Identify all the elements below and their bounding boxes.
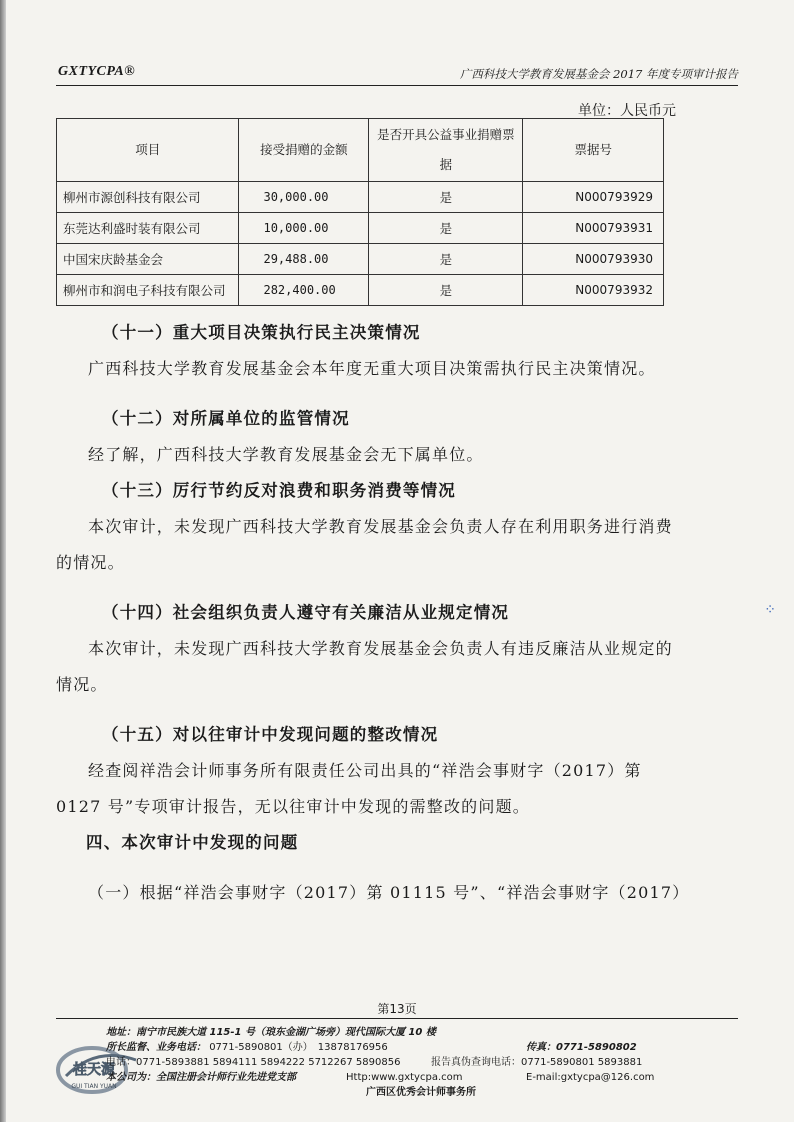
scan-artifact-icon: ⁘ [764, 602, 776, 618]
donor-name: 中国宋庆龄基金会 [57, 244, 239, 275]
receipt-issued: 是 [369, 213, 523, 244]
header-item: 项目 [57, 119, 239, 182]
footer-business-phone-value: 0771-5890801（办） 13878176956 [209, 1042, 388, 1053]
receipt-number: N000793929 [523, 182, 664, 213]
report-body [56, 315, 690, 911]
receipt-number: N000793931 [523, 213, 664, 244]
firm-footer [106, 1025, 686, 1100]
footer-email: E-mail:gxtycpa@126.com [526, 1072, 655, 1083]
donation-table [56, 118, 664, 306]
donor-name: 柳州市和润电子科技有限公司 [57, 275, 239, 306]
footer-web-row [106, 1070, 686, 1085]
footer-phones: 电话：0771-5893881 5894111 5894222 5712267 5890856 [106, 1057, 401, 1068]
donation-amount: 10,000.00 [239, 213, 369, 244]
footer-business-phone [106, 1040, 686, 1055]
scan-edge-shadow [0, 0, 6, 1122]
footer-phones-row [106, 1055, 686, 1070]
receipt-issued: 是 [369, 275, 523, 306]
receipt-issued: 是 [369, 244, 523, 275]
footer-honor-2: 广西区优秀会计师事务所 [366, 1087, 476, 1098]
page-number: 第13页 [377, 1002, 417, 1016]
header-receipt-number: 票据号 [523, 119, 664, 182]
logo-subtext: GUI TIAN YUAN [71, 1083, 117, 1090]
footer-address: 地址：南宁市民族大道 115-1 号（琅东金湖广场旁）现代国际大厦 10 楼 [106, 1027, 436, 1038]
section-11-text: 广西科技大学教育发展基金会本年度无重大项目决策需执行民主决策情况。 [88, 359, 656, 378]
header-receipt-issued: 是否开具公益事业捐赠票据 [369, 119, 523, 182]
table-header-row [57, 119, 664, 182]
table-row [57, 275, 664, 306]
section-15-title: （十五）对以往审计中发现问题的整改情况 [102, 725, 439, 744]
section-13-text: 本次审计，未发现广西科技大学教育发展基金会负责人存在利用职务进行消费的情况。 [56, 517, 673, 572]
header-amount: 接受捐赠的金额 [239, 119, 369, 182]
table-row [57, 213, 664, 244]
donation-amount: 282,400.00 [239, 275, 369, 306]
donation-amount: 29,488.00 [239, 244, 369, 275]
firm-code: GXTYCPA® [58, 64, 136, 79]
section-12-title: （十二）对所属单位的监管情况 [102, 409, 350, 428]
donation-amount: 30,000.00 [239, 182, 369, 213]
receipt-issued: 是 [369, 182, 523, 213]
table-row [57, 244, 664, 275]
footer-business-phone-label: 所长监督、业务电话： [106, 1042, 206, 1053]
footer-divider [56, 1018, 738, 1019]
header-divider [56, 85, 738, 86]
donor-name: 柳州市源创科技有限公司 [57, 182, 239, 213]
table-row [57, 182, 664, 213]
section-12-text: 经了解，广西科技大学教育发展基金会无下属单位。 [88, 445, 484, 464]
donor-name: 东莞达利盛时装有限公司 [57, 213, 239, 244]
report-title-header: 广西科技大学教育发展基金会 2017 年度专项审计报告 [459, 67, 738, 81]
currency-unit: 单位：人民币元 [578, 103, 676, 119]
footer-honor: 本公司为：全国注册会计师行业先进党支部 [106, 1072, 296, 1083]
section-15-text: 经查阅祥浩会计师事务所有限责任公司出具的“祥浩会事财字（2017）第 0127 号”专项审计报告，无以往审计中发现的需整改的问题。 [56, 761, 642, 816]
receipt-number: N000793930 [523, 244, 664, 275]
section-4-title: 四、本次审计中发现的问题 [86, 833, 299, 852]
section-11-title: （十一）重大项目决策执行民主决策情况 [102, 323, 421, 342]
logo-text: 桂天源 [73, 1062, 115, 1078]
receipt-number: N000793932 [523, 275, 664, 306]
section-14-text: 本次审计，未发现广西科技大学教育发展基金会负责人有违反廉洁从业规定的情况。 [56, 639, 673, 694]
section-13-title: （十三）厉行节约反对浪费和职务消费等情况 [102, 481, 456, 500]
footer-website: Http:www.gxtycpa.com [346, 1072, 463, 1083]
footer-fax: 传真：0771-5890802 [526, 1042, 637, 1053]
section-4-text: （一）根据“祥浩会事财字（2017）第 01115 号”、“祥浩会事财字（2017） [88, 883, 690, 902]
footer-verify: 报告真伪查询电话：0771-5890801 5893881 [431, 1057, 643, 1068]
section-14-title: （十四）社会组织负责人遵守有关廉洁从业规定情况 [102, 603, 510, 622]
